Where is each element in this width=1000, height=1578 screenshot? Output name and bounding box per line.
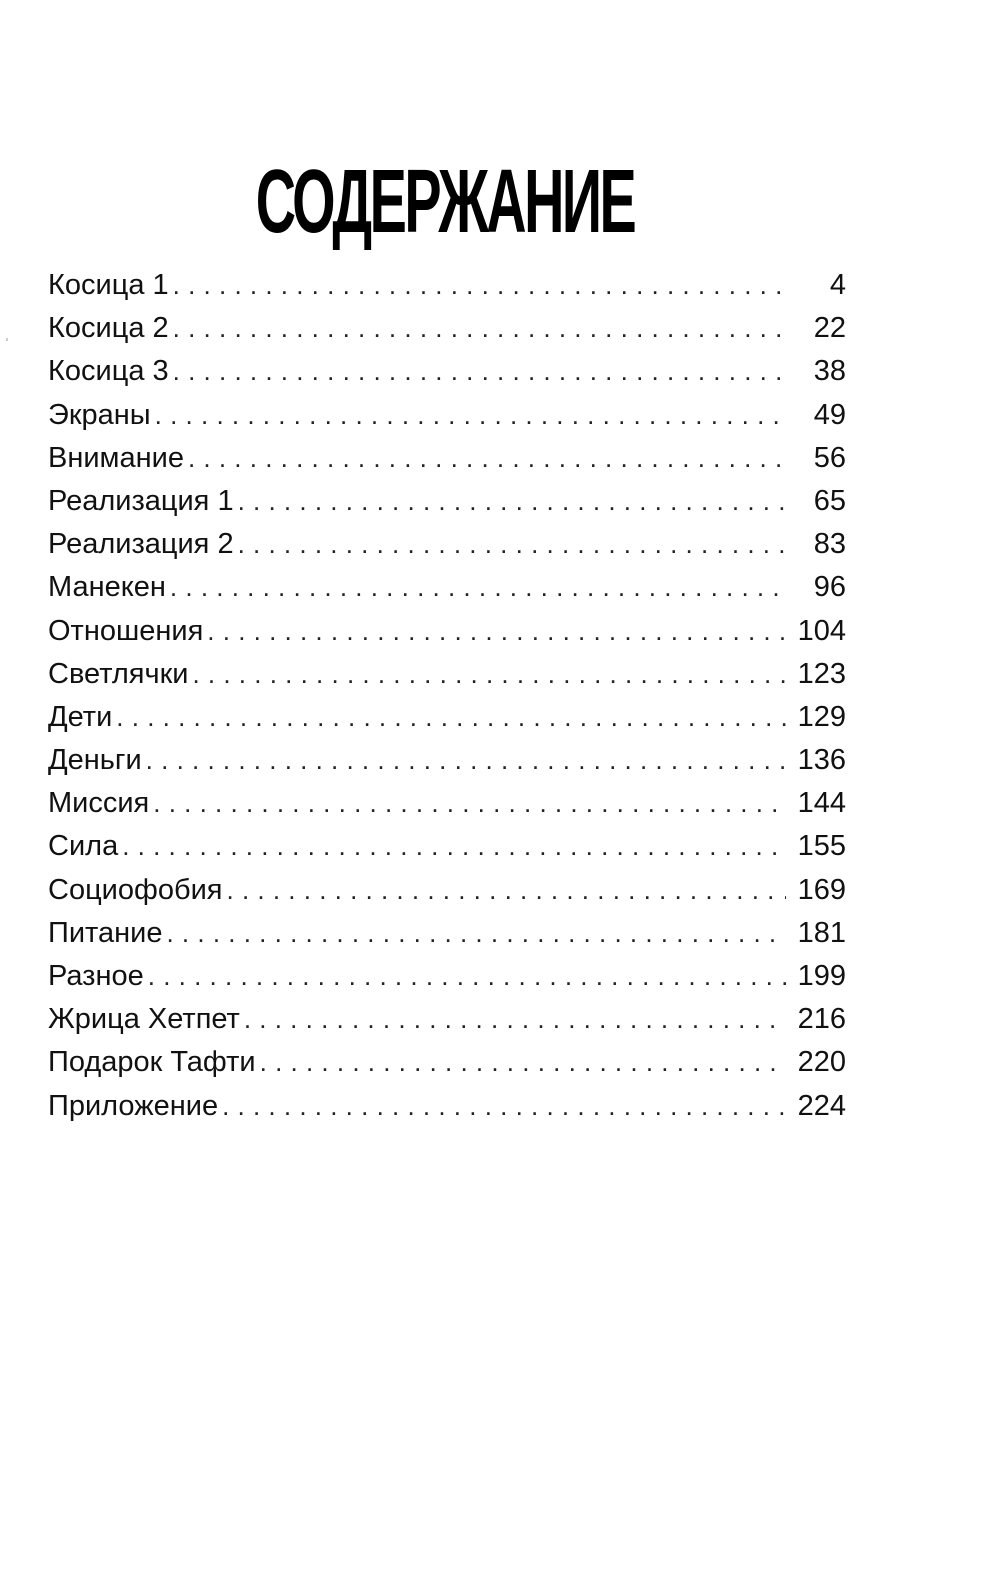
toc-entry-title: Подарок Тафти [48, 1046, 256, 1079]
toc-entry-title: Деньги [48, 744, 142, 777]
toc-entry-page: 181 [797, 916, 846, 949]
toc-entry-title: Социофобия [48, 873, 223, 906]
toc-entry-title: Сила [48, 830, 119, 863]
toc-entry-page: 65 [813, 484, 846, 517]
dot-leader [238, 523, 786, 566]
toc-entry[interactable] [48, 350, 846, 393]
toc-entry-page: 123 [797, 657, 846, 690]
dot-leader [116, 696, 786, 739]
page-title: СОДЕРЖАНИЕ [255, 152, 635, 253]
dot-leader [173, 350, 786, 393]
dot-leader [244, 998, 786, 1041]
toc-entry-title: Экраны [48, 398, 151, 431]
dot-leader [222, 1085, 786, 1128]
toc-entry[interactable] [48, 610, 846, 653]
toc-entry-page: 169 [797, 873, 846, 906]
toc-entry-page: 83 [813, 528, 846, 561]
dot-leader [153, 782, 786, 825]
toc-entry[interactable] [48, 1041, 846, 1084]
dot-leader [260, 1041, 786, 1084]
toc-entry-page: 49 [813, 398, 846, 431]
dot-leader [188, 437, 786, 480]
toc-entry[interactable] [48, 566, 846, 609]
toc-entry[interactable] [48, 653, 846, 696]
table-of-contents [48, 264, 846, 1128]
toc-entry-page: 136 [797, 744, 846, 777]
scan-speck [6, 338, 8, 341]
toc-entry[interactable] [48, 307, 846, 350]
toc-entry[interactable] [48, 912, 846, 955]
toc-entry[interactable] [48, 1085, 846, 1128]
toc-entry-page: 96 [813, 571, 846, 604]
toc-entry-page: 216 [797, 1003, 846, 1036]
dot-leader [192, 653, 786, 696]
toc-entry-title: Разное [48, 960, 144, 992]
dot-leader [146, 739, 786, 782]
toc-entry-title: Реализация 2 [48, 528, 234, 561]
dot-leader [207, 610, 786, 653]
dot-leader [227, 869, 786, 912]
toc-entry-page: 129 [797, 700, 846, 733]
toc-entry-title: Косица 2 [48, 312, 169, 345]
toc-entry-page: 199 [797, 960, 846, 992]
toc-entry-title: Манекен [48, 571, 166, 604]
toc-entry-title: Приложение [48, 1089, 219, 1122]
toc-entry-title: Миссия [48, 787, 150, 820]
toc-entry-page: 155 [797, 830, 846, 863]
toc-entry[interactable] [48, 696, 846, 739]
dot-leader [173, 264, 786, 307]
dot-leader [170, 566, 786, 609]
dot-leader [166, 912, 786, 955]
toc-entry-title: Светлячки [48, 657, 189, 690]
toc-entry[interactable] [48, 437, 846, 480]
toc-entry-title: Реализация 1 [48, 484, 234, 517]
dot-leader [173, 307, 786, 350]
toc-entry[interactable] [48, 782, 846, 825]
toc-entry-title: Внимание [48, 441, 184, 474]
toc-entry-title: Косица 3 [48, 355, 169, 388]
toc-entry[interactable] [48, 998, 846, 1041]
toc-entry[interactable] [48, 394, 846, 437]
toc-entry-page: 224 [797, 1089, 846, 1122]
toc-entry-title: Жрица Хетпет [48, 1003, 240, 1036]
toc-entry-page: 38 [813, 355, 846, 388]
toc-entry[interactable] [48, 480, 846, 523]
toc-entry-title: Дети [48, 700, 113, 733]
toc-entry-title: Отношения [48, 614, 204, 647]
toc-entry[interactable] [48, 264, 846, 307]
toc-entry-page: 220 [797, 1046, 846, 1079]
toc-entry-title: Косица 1 [48, 269, 169, 301]
toc-entry-page: 56 [813, 441, 846, 474]
toc-entry-page: 104 [797, 614, 846, 647]
dot-leader [148, 955, 786, 998]
toc-entry-page: 4 [829, 269, 846, 301]
toc-entry-page: 22 [813, 312, 846, 345]
toc-entry-title: Питание [48, 916, 163, 949]
toc-entry[interactable] [48, 825, 846, 868]
toc-entry-page: 144 [797, 787, 846, 820]
dot-leader [155, 394, 786, 437]
dot-leader [238, 480, 786, 523]
toc-entry[interactable] [48, 955, 846, 998]
toc-entry[interactable] [48, 739, 846, 782]
toc-entry[interactable] [48, 869, 846, 912]
toc-entry[interactable] [48, 523, 846, 566]
dot-leader [122, 825, 786, 868]
